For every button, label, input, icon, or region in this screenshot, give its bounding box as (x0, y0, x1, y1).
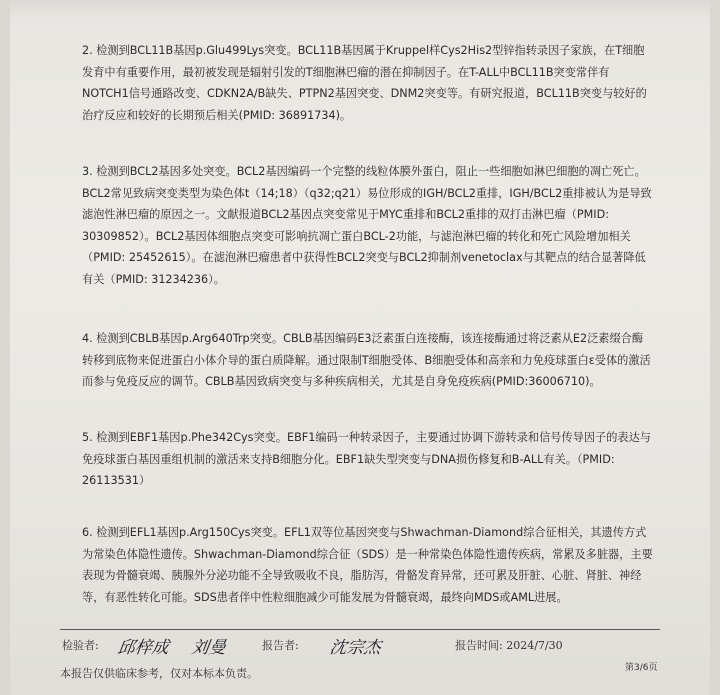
reporter-label: 报告者: (262, 639, 299, 652)
finding-efl1: 6. 检测到EFL1基因p.Arg150Cys突变。EFL1双等位基因突变与Shwachman-Diamond综合征相关，其遗传方式为常染色体隐性遗传。Shwachman-Diamond综合征（SDS）是一种常染色体隐性遗传疾病，常累及多脏器，主要表现为骨髓衰竭、胰腺外分泌功能不全导致吸收不良，脂肪泻，骨骼发育异常，还可累及肝脏、心脏、肾脏、神经等，有恶性转化可能。SDS患者伴中性粒细胞减少可能发展为骨髓衰竭，最终向MDS或AML进展。 (82, 526, 653, 604)
finding-ebf1: 5. 检测到EBF1基因p.Phe342Cys突变。EBF1编码一种转录因子，主要通过协调下游转录和信号传导因子的表达与免疫球蛋白基因重组机制的激活来支持B细胞分化。EBF1缺失型突变与DNA损伤修复和B-ALL有关。（PMID: 26113531） (82, 431, 651, 487)
inspector-signature: 邱梓成 (116, 638, 171, 658)
report-time: 报告时间: 2024/7/30 (455, 639, 563, 652)
page-number: 第3/6页 (625, 663, 658, 673)
reviewer-signature: 刘曼 (190, 638, 228, 658)
reporter-signature: 沈宗杰 (328, 638, 383, 658)
finding-bcl11b: 2. 检测到BCL11B基因p.Glu499Lys突变。BCL11B基因属于Kruppel样Cys2His2型锌指转录因子家族，在T细胞发育中有重要作用，最初被发现是辐射引发的T细胞淋巴瘤的潜在抑制因子。在T-ALL中BCL11B突变常伴有NOTCH1信号通路改变、CDKN2A/B缺失、PTPN2基因突变、DNM2突变等。有研究报道，BCL11B突变与较好的治疗反应和较好的长期预后相关(PMID: 36891734)。 (82, 44, 647, 122)
finding-bcl2: 3. 检测到BCL2基因多处突变。BCL2基因编码一个完整的线粒体膜外蛋白，阻止一些细胞如淋巴细胞的凋亡死亡。BCL2常见致病突变类型为染色体t（14;18）（q32;q21）易位形成的IGH/BCL2重排，IGH/BCL2重排被认为是导致滤泡性淋巴瘤的原因之一。文献报道BCL2基因点突变常见于MYC重排和BCL2重排的双打击淋巴瘤（PMID: 30309852）。BCL2基因体细胞点突变可影响抗凋亡蛋白BCL-2功能，与滤泡淋巴瘤的转化和死亡风险增加相关（PMID: 25452615）。在滤泡淋巴瘤患者中获得性BCL2突变与BCL2抑制剂venetoclax与其靶点的结合显著降低有关（PMID: 31234236）。 (82, 165, 652, 286)
disclaimer: 本报告仅供临床参考，仅对本标本负责。 (60, 667, 258, 680)
page-shadow (10, 0, 710, 18)
inspector-label: 检验者: (62, 639, 99, 652)
footer-divider (60, 629, 660, 630)
finding-cblb: 4. 检测到CBLB基因p.Arg640Trp突变。CBLB基因编码E3泛素蛋白连接酶，该连接酶通过将泛素从E2泛素缀合酶转移到底物来促进蛋白小体介导的蛋白质降解。通过限制T细胞受体、B细胞受体和高亲和力免疫球蛋白ε受体的激活而参与免疫反应的调节。CBLB基因致病突变与多种疾病相关，尤其是自身免疫疾病(PMID:36006710)。 (82, 332, 651, 388)
